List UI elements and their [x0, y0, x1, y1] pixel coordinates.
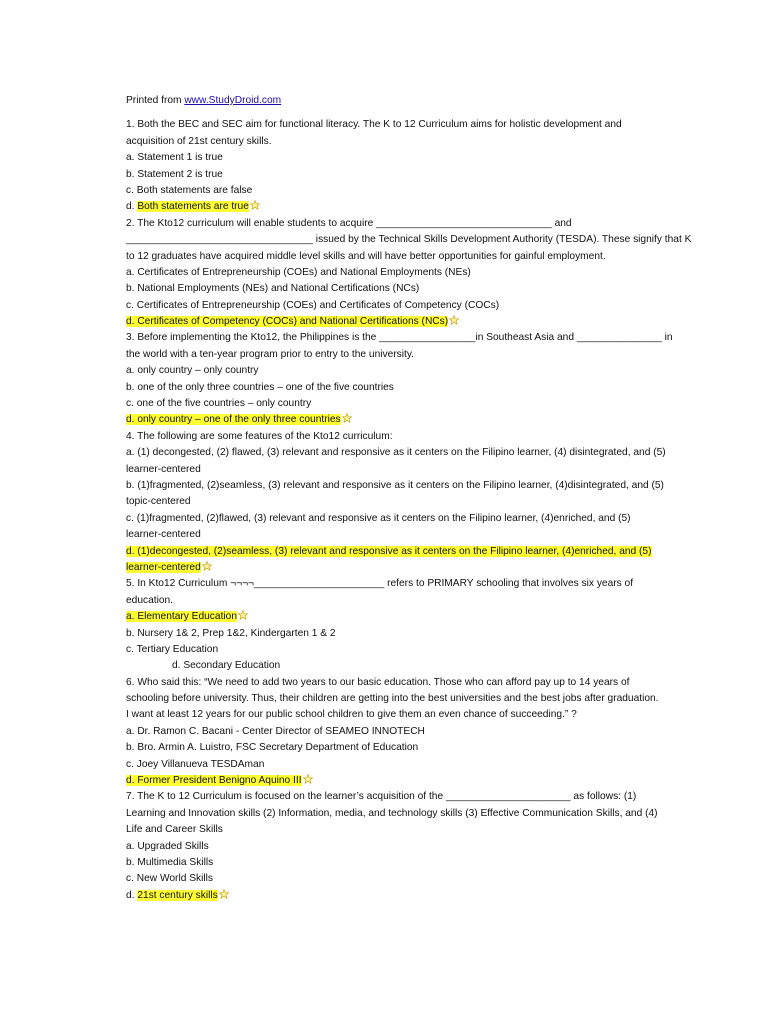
star-icon[interactable]: [250, 200, 260, 210]
text-line: [126, 675, 656, 691]
text-line: [126, 806, 656, 822]
text-line: [126, 330, 673, 346]
highlighted-answer-line: [126, 560, 656, 576]
correct-answer-highlight: d. (1)decongested, (2)seamless, (3) relevant and responsive as it centers on the Filipino learner, (4)enriched, and (5): [126, 545, 652, 557]
line-text: 1. Both the BEC and SEC aim for functional literacy. The K to 12 Curriculum aims for holistic development and: [126, 119, 622, 131]
star-icon[interactable]: [238, 610, 248, 620]
highlighted-answer-line: [126, 888, 656, 904]
text-line: [126, 249, 656, 265]
text-line: [126, 134, 656, 150]
text-line: [126, 478, 664, 494]
line-text: 7. The K to 12 Curriculum is focused on the learner’s acquisition of the ______________________ as follows: (1): [126, 791, 637, 803]
highlighted-answer-line: [126, 544, 656, 560]
star-icon[interactable]: [342, 413, 352, 423]
text-line: [126, 839, 656, 855]
text-line: [126, 789, 656, 805]
text-line: [126, 232, 692, 248]
text-line: [126, 626, 656, 642]
text-line: [126, 691, 659, 707]
line-text: Life and Career Skills: [126, 824, 223, 836]
line-text: _________________________________ issued by the Technical Skills Development Authority (TESDA). These signify that K: [126, 234, 692, 246]
highlighted-answer-line: [126, 609, 656, 625]
line-text: a. only country – only country: [126, 365, 259, 377]
text-line: [126, 593, 656, 609]
text-line: [126, 281, 656, 297]
text-line: [126, 265, 656, 281]
line-text: learner-centered: [126, 529, 201, 541]
text-line: [126, 511, 656, 527]
text-line: [126, 167, 656, 183]
line-text: I want at least 12 years for our public school children to give them an even chance of succeeding.” ?: [126, 709, 577, 721]
correct-answer-highlight: a. Elementary Education: [126, 611, 237, 623]
line-text: c. Both statements are false: [126, 184, 253, 196]
line-text: 4. The following are some features of the Kto12 curriculum:: [126, 430, 393, 442]
text-line: [126, 658, 656, 674]
text-line: [126, 576, 656, 592]
text-line: [126, 380, 656, 396]
spacer: [126, 109, 656, 117]
correct-answer-highlight: learner-centered: [126, 561, 201, 573]
correct-answer-highlight: Both statements are true: [137, 201, 249, 213]
line-text: 2. The Kto12 curriculum will enable students to acquire _______________________________ and: [126, 217, 572, 229]
text-line: [126, 871, 656, 887]
line-text: the world with a ten-year program prior to entry to the university.: [126, 348, 415, 360]
line-text: b. Statement 2 is true: [126, 168, 223, 180]
text-line: [126, 642, 656, 658]
line-text: c. New World Skills: [126, 873, 213, 885]
line-text: education.: [126, 594, 174, 606]
star-icon[interactable]: [219, 889, 229, 899]
highlighted-answer-line: [126, 773, 656, 789]
printed-from-line: [126, 93, 656, 109]
line-text: b. Multimedia Skills: [126, 856, 214, 868]
line-text: 5. In Kto12 Curriculum ¬¬¬¬_______________________ refers to PRIMARY schooling that involves six years of: [126, 578, 634, 590]
line-text: a. (1) decongested, (2) flawed, (3) relevant and responsive as it centers on the Filipino learner, (4) disintegrated, and (5): [126, 447, 666, 459]
line-text: c. one of the five countries – only country: [126, 398, 312, 410]
star-icon[interactable]: [202, 561, 212, 571]
star-icon[interactable]: [303, 774, 313, 784]
star-icon[interactable]: [449, 315, 459, 325]
line-text: a. Upgraded Skills: [126, 840, 209, 852]
line-text: a. Dr. Ramon C. Bacani - Center Director of SEAMEO INNOTECH: [126, 725, 425, 737]
correct-answer-highlight: d. only country – one of the only three countries: [126, 414, 341, 426]
text-line: [126, 363, 656, 379]
text-line: [126, 757, 656, 773]
text-line: [126, 429, 656, 445]
highlighted-answer-line: [126, 199, 656, 215]
text-line: [126, 445, 666, 461]
text-line: [126, 462, 656, 478]
line-text: b. (1)fragmented, (2)seamless, (3) relevant and responsive as it centers on the Filipino learner, (4)disintegrated, and (5): [126, 479, 664, 491]
document-page: [126, 93, 692, 904]
text-line: [126, 707, 656, 723]
text-line: [126, 216, 656, 232]
correct-answer-highlight: d. Former President Benigno Aquino III: [126, 775, 302, 787]
studydroid-link[interactable]: www.StudyDroid.com: [184, 95, 282, 106]
text-line: [126, 494, 656, 510]
line-text: learner-centered: [126, 463, 201, 475]
line-text: 3. Before implementing the Kto12, the Philippines is the _________________in Southeast Asia and _______________ in: [126, 332, 673, 344]
text-line: [126, 724, 656, 740]
line-text: b. one of the only three countries – one of the five countries: [126, 381, 394, 393]
text-line: [126, 740, 656, 756]
line-text: acquisition of 21st century skills.: [126, 135, 272, 147]
text-line: [126, 822, 656, 838]
highlighted-answer-line: [126, 314, 656, 330]
line-text: b. Bro. Armin A. Luistro, FSC Secretary Department of Education: [126, 742, 419, 754]
text-line: [126, 527, 656, 543]
text-line: [126, 347, 656, 363]
text-line: [126, 150, 656, 166]
quiz-body: [126, 117, 692, 904]
line-text: c. Certificates of Entrepreneurship (COEs) and Certificates of Competency (COCs): [126, 299, 500, 311]
line-text: c. Joey Villanueva TESDAman: [126, 758, 265, 770]
text-line: [126, 298, 656, 314]
line-text: b. Nursery 1& 2, Prep 1&2, Kindergarten 1 & 2: [126, 627, 336, 639]
option-prefix: d.: [126, 889, 138, 901]
text-line: [126, 183, 656, 199]
line-text: a. Certificates of Entrepreneurship (COEs) and National Employments (NEs): [126, 266, 471, 278]
line-text: a. Statement 1 is true: [126, 152, 223, 164]
line-text: to 12 graduates have acquired middle level skills and will have better opportunities for gainful employment.: [126, 250, 606, 262]
correct-answer-highlight: d. Certificates of Competency (COCs) and National Certifications (NCs): [126, 316, 449, 328]
line-text: b. National Employments (NEs) and National Certifications (NCs): [126, 283, 420, 295]
printed-from-label: Printed from: [126, 95, 185, 106]
line-text: schooling before university. Thus, their children are getting into the best universities and the best jobs after graduation.: [126, 693, 659, 705]
text-line: [126, 117, 656, 133]
line-text: 6. Who said this: “We need to add two years to our basic education. Those who can afford pay up to 14 years of: [126, 676, 630, 688]
text-line: [126, 396, 656, 412]
option-prefix: d.: [126, 201, 138, 213]
line-text: c. Tertiary Education: [126, 643, 219, 655]
line-text: topic-centered: [126, 496, 191, 508]
correct-answer-highlight: 21st century skills: [137, 889, 218, 901]
line-text: Learning and Innovation skills (2) Information, media, and technology skills (3) Effective Communication Skills, and (4): [126, 807, 658, 819]
text-line: [126, 855, 656, 871]
highlighted-answer-line: [126, 412, 656, 428]
line-text: c. (1)fragmented, (2)flawed, (3) relevant and responsive as it centers on the Filipino learner, (4)enriched, and (5): [126, 512, 631, 524]
line-text: d. Secondary Education: [172, 660, 281, 672]
